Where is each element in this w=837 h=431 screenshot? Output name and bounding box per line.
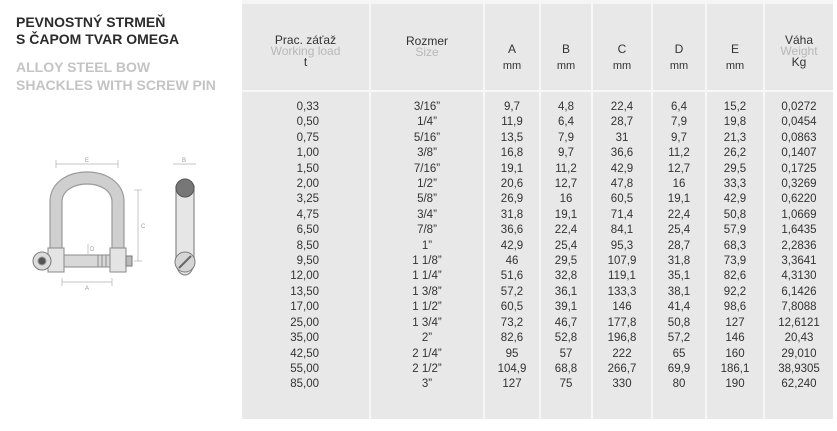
title-line-1: PEVNOSTNÝ STRMEŇ: [16, 14, 166, 30]
table-cell-c: 266,7: [607, 362, 637, 375]
table-cell-b: 11,2: [555, 162, 577, 175]
table-cell-load: 1,50: [296, 162, 319, 175]
table-cell-d: 41,4: [667, 301, 691, 314]
table-cell-e: 146: [725, 332, 745, 345]
table-cell-c: 95,3: [610, 239, 634, 252]
table-cell-size: 3/8”: [417, 147, 437, 160]
table-cell-load: 0,50: [296, 116, 319, 129]
table-cell-a: 11,9: [501, 116, 523, 129]
table-cell-e: 68,3: [723, 239, 747, 252]
header-c: C mm: [612, 42, 632, 72]
table-cell-a: 9,7: [504, 101, 520, 113]
table-cell-size: 1 1/4”: [412, 270, 442, 283]
table-cell-load: 25,00: [290, 316, 319, 329]
table-cell-size: 5/8”: [417, 193, 437, 206]
table-cell-weight: 20,43: [784, 332, 814, 345]
table-cell-load: 1,00: [296, 147, 319, 160]
table-cell-size: 7/8”: [417, 224, 437, 237]
table-cell-b: 7,9: [558, 131, 574, 144]
table-cell-c: 60,5: [610, 193, 634, 206]
table-cell-b: 36,1: [554, 285, 578, 298]
table-cell-weight: 0,0454: [781, 116, 817, 129]
table-cell-weight: 0,3269: [781, 178, 817, 191]
table-cell-size: 5/16”: [413, 131, 441, 144]
table-cell-a: 127: [502, 378, 522, 391]
product-title: [16, 14, 241, 48]
table-cell-e: 29,5: [723, 162, 747, 175]
table-cell-a: 46: [505, 255, 519, 268]
table-cell-size: 2”: [421, 332, 433, 345]
table-cell-c: 146: [612, 301, 632, 314]
table-cell-a: 13,5: [500, 131, 524, 144]
table-cell-d: 16: [672, 178, 686, 191]
table-cell-d: 65: [672, 347, 686, 360]
header-e: E mm: [725, 42, 745, 72]
column-b: [541, 0, 591, 419]
shackle-front-view: [33, 172, 132, 272]
table-cell-load: 2,00: [296, 178, 319, 191]
table-cell-d: 80: [672, 378, 686, 391]
table-cell-c: 42,9: [610, 162, 634, 175]
table-cell-b: 75: [559, 378, 573, 391]
table-cell-e: 92,2: [723, 285, 747, 298]
table-cell-d: 6,4: [671, 101, 687, 113]
table-cell-c: 22,4: [610, 101, 634, 113]
table-cell-b: 16: [559, 193, 573, 206]
table-cell-b: 39,1: [554, 301, 578, 314]
table-cell-size: 3/16”: [413, 101, 441, 113]
specification-table: [242, 0, 833, 419]
table-cell-b: 19,1: [554, 208, 578, 221]
table-cell-size: 1 3/8”: [412, 285, 442, 298]
table-cell-d: 57,2: [667, 332, 691, 345]
table-cell-b: 22,4: [554, 224, 578, 237]
table-cell-a: 16,8: [500, 147, 524, 160]
table-cell-d: 9,7: [671, 131, 687, 144]
table-cell-weight: 6,1426: [781, 285, 817, 298]
table-cell-c: 71,4: [610, 208, 634, 221]
table-cell-weight: 7,8088: [781, 301, 817, 314]
table-cell-load: 6,50: [296, 224, 319, 237]
table-cell-weight: 0,0863: [781, 131, 817, 144]
table-cell-size: 2 1/2”: [412, 362, 442, 375]
table-cell-d: 12,7: [667, 162, 691, 175]
table-cell-d: 22,4: [667, 208, 691, 221]
table-cell-e: 186,1: [720, 362, 750, 375]
table-cell-load: 35,00: [290, 332, 319, 345]
table-cell-b: 57: [559, 347, 573, 360]
table-cell-d: 35,1: [667, 270, 691, 283]
table-cell-b: 32,8: [554, 270, 578, 283]
table-cell-a: 19,1: [500, 162, 524, 175]
table-cell-b: 52,8: [554, 332, 578, 345]
table-cell-c: 28,7: [610, 116, 634, 129]
table-cell-load: 0,75: [296, 131, 319, 144]
table-cell-load: 0,33: [296, 101, 319, 113]
header-weight: Váha Weight Kg: [780, 33, 818, 69]
table-cell-b: 29,5: [554, 255, 578, 268]
product-info: [0, 0, 240, 431]
table-cell-e: 26,2: [723, 147, 747, 160]
table-cell-a: 31,8: [500, 208, 524, 221]
table-cell-load: 8,50: [296, 239, 319, 252]
table-cell-a: 42,9: [500, 239, 524, 252]
table-cell-load: 4,75: [296, 208, 319, 221]
table-cell-weight: 4,3130: [781, 270, 817, 283]
table-cell-c: 177,8: [607, 316, 637, 329]
column-a: [485, 0, 539, 419]
table-cell-e: 50,8: [723, 208, 747, 221]
table-cell-e: 33,3: [723, 178, 747, 191]
table-cell-a: 73,2: [500, 316, 524, 329]
table-cell-weight: 0,6220: [781, 193, 817, 206]
table-cell-e: 19,8: [723, 116, 747, 129]
table-cell-load: 17,00: [290, 301, 319, 314]
table-cell-e: 82,6: [723, 270, 747, 283]
table-cell-size: 3/4”: [417, 208, 437, 221]
table-cell-a: 26,9: [500, 193, 524, 206]
table-cell-weight: 0,0272: [781, 101, 817, 113]
table-cell-load: 3,25: [296, 193, 319, 206]
table-cell-load: 85,00: [290, 378, 319, 391]
table-cell-b: 46,7: [554, 316, 578, 329]
header-size: Rozmer Size: [405, 34, 448, 59]
table-cell-e: 57,9: [723, 224, 747, 237]
table-cell-d: 31,8: [667, 255, 691, 268]
table-cell-weight: 3,3641: [781, 255, 817, 268]
dimension-label-a: A: [85, 286, 90, 292]
table-cell-c: 31: [615, 131, 629, 144]
dimension-label-b: B: [182, 158, 187, 164]
shackle-drawing: [28, 150, 218, 300]
table-cell-weight: 1,6435: [781, 224, 817, 237]
column-size: [371, 0, 483, 419]
table-cell-d: 11,2: [668, 147, 690, 160]
table-cell-weight: 0,1725: [781, 162, 817, 175]
table-cell-e: 21,3: [723, 131, 747, 144]
table-cell-load: 55,00: [290, 362, 319, 375]
table-cell-d: 38,1: [667, 285, 691, 298]
table-cell-a: 95: [505, 347, 519, 360]
table-cell-size: 1 1/8”: [412, 255, 442, 268]
subtitle-line-2: SHACKLES WITH SCREW PIN: [16, 77, 216, 93]
table-cell-a: 36,6: [500, 224, 524, 237]
table-cell-e: 15,2: [723, 101, 747, 113]
table-cell-d: 25,4: [667, 224, 691, 237]
table-cell-d: 28,7: [667, 239, 691, 252]
dimension-label-c: C: [141, 224, 146, 230]
table-cell-d: 7,9: [671, 116, 687, 129]
column-working-load: [242, 0, 369, 419]
table-cell-c: 330: [612, 378, 632, 391]
table-cell-e: 190: [725, 378, 745, 391]
table-cell-c: 36,6: [610, 147, 634, 160]
header-d: D mm: [669, 42, 689, 72]
table-cell-b: 12,7: [554, 178, 578, 191]
table-cell-weight: 62,240: [781, 378, 817, 391]
table-cell-e: 160: [725, 347, 745, 360]
table-cell-weight: 29,010: [781, 347, 817, 360]
table-cell-c: 222: [612, 347, 632, 360]
table-cell-b: 68,8: [554, 362, 578, 375]
table-cell-weight: 0,1407: [781, 147, 817, 160]
table-cell-a: 82,6: [500, 332, 524, 345]
table-cell-c: 47,8: [610, 178, 634, 191]
column-e: [707, 0, 763, 419]
table-cell-b: 6,4: [558, 116, 574, 129]
table-cell-weight: 12,6121: [778, 316, 820, 329]
table-cell-c: 196,8: [607, 332, 637, 345]
table-cell-d: 50,8: [667, 316, 691, 329]
table-cell-size: 1”: [421, 239, 433, 252]
header-a: A mm: [502, 42, 522, 72]
subtitle-line-1: ALLOY STEEL BOW: [16, 59, 151, 75]
header-b: B mm: [556, 42, 576, 72]
column-c: [593, 0, 651, 419]
table-cell-load: 12,00: [290, 270, 319, 283]
table-cell-weight: 1,0669: [781, 208, 817, 221]
column-d: [653, 0, 705, 419]
title-line-2: S ČAPOM TVAR OMEGA: [16, 31, 180, 47]
table-cell-size: 1/4”: [417, 116, 437, 129]
table-cell-a: 60,5: [500, 301, 524, 314]
table-cell-weight: 38,9305: [778, 362, 820, 375]
table-cell-a: 104,9: [497, 362, 527, 375]
table-cell-e: 127: [725, 316, 745, 329]
column-weight: [765, 0, 833, 419]
table-cell-b: 25,4: [554, 239, 578, 252]
table-cell-c: 84,1: [610, 224, 634, 237]
table-cell-a: 20,6: [500, 178, 524, 191]
table-cell-e: 98,6: [723, 301, 747, 314]
table-cell-load: 42,50: [290, 347, 319, 360]
table-cell-size: 1 3/4”: [412, 316, 442, 329]
table-cell-b: 9,7: [558, 147, 574, 160]
table-cell-d: 69,9: [667, 362, 691, 375]
table-cell-a: 57,2: [500, 285, 524, 298]
product-subtitle: [16, 58, 241, 94]
table-cell-c: 107,9: [607, 255, 637, 268]
table-cell-weight: 2,2836: [781, 239, 817, 252]
dimension-label-d: D: [90, 247, 95, 253]
table-cell-c: 133,3: [607, 285, 637, 298]
table-cell-size: 2 1/4”: [412, 347, 442, 360]
table-cell-d: 19,1: [667, 193, 691, 206]
header-working-load: Prac. záťaž Working load t: [270, 33, 341, 69]
dimension-label-e: E: [85, 158, 90, 164]
table-cell-b: 4,8: [558, 101, 574, 113]
table-cell-e: 42,9: [723, 193, 747, 206]
shackle-side-view: [175, 179, 195, 275]
table-cell-c: 119,1: [608, 270, 636, 283]
table-cell-a: 51,6: [500, 270, 524, 283]
table-cell-size: 1 1/2”: [412, 301, 442, 314]
table-cell-size: 7/16”: [413, 162, 441, 175]
table-cell-size: 3”: [421, 378, 433, 391]
table-cell-load: 13,50: [290, 285, 319, 298]
table-cell-size: 1/2”: [417, 178, 437, 191]
table-cell-e: 73,9: [723, 255, 747, 268]
table-cell-load: 9,50: [296, 255, 319, 268]
